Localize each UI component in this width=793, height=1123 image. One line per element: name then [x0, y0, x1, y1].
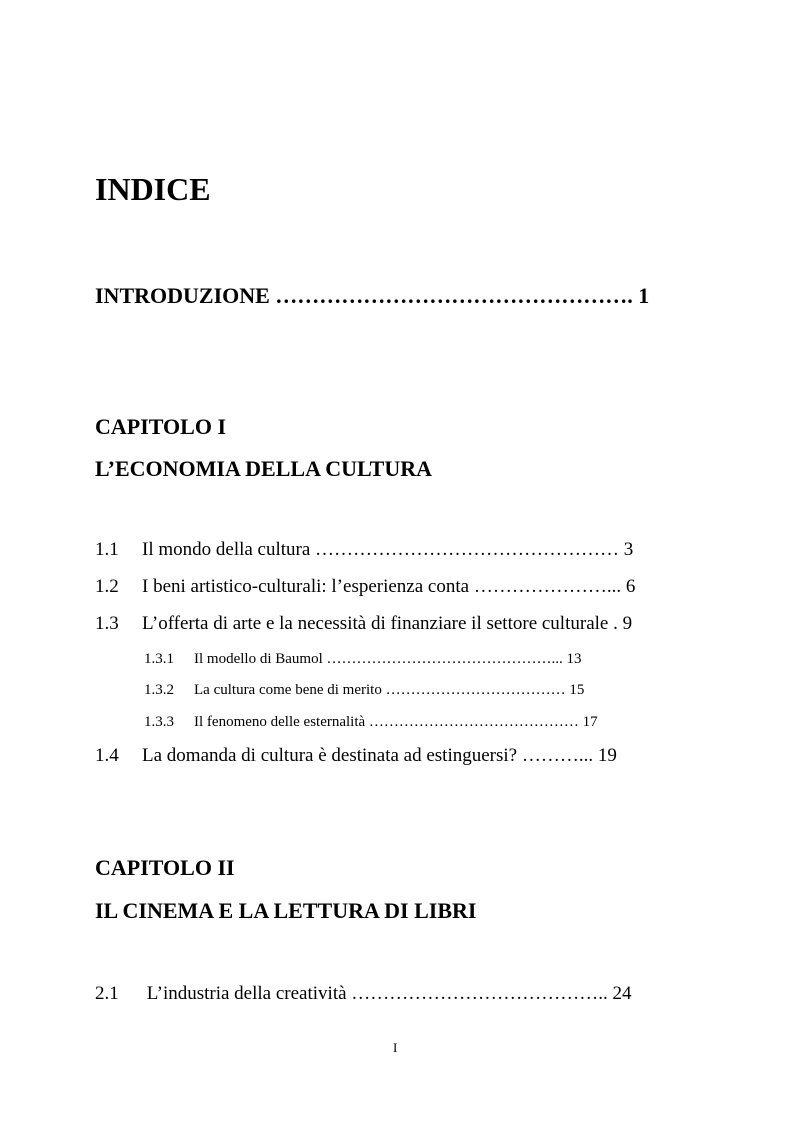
toc-entry-1-4	[95, 744, 617, 768]
toc-entry-text: Il mondo della cultura ………………………………………… 3	[142, 539, 634, 560]
toc-subentry-1-3-1	[144, 649, 582, 669]
toc-introduction: INTRODUZIONE …………………………………………. 1	[95, 283, 650, 308]
toc-entry-text: L’industria della creatività ………………………………….. 24	[142, 983, 632, 1004]
toc-entry-2-1	[95, 982, 632, 1006]
toc-entry-number: 1.1	[95, 539, 119, 560]
chapter-2-label: CAPITOLO II	[95, 855, 235, 880]
toc-subentry-1-3-2	[144, 680, 584, 700]
toc-subentry-number: 1.3.1	[144, 651, 174, 667]
toc-subentry-text: Il fenomeno delle esternalità …………………………………… 17	[194, 714, 598, 730]
toc-entry-number: 1.2	[95, 576, 119, 597]
toc-subentry-number: 1.3.2	[144, 682, 174, 698]
toc-entry-number: 2.1	[95, 983, 119, 1004]
toc-entry-1-3	[95, 612, 632, 636]
toc-entry-number: 1.3	[95, 613, 119, 634]
toc-subentry-text: Il modello di Baumol ………………………………………... 13	[194, 651, 582, 667]
toc-subentry-text: La cultura come bene di merito ……………………………… 15	[194, 682, 585, 698]
page-title: INDICE	[95, 171, 211, 207]
toc-entry-text: L’offerta di arte e la necessità di finanziare il settore culturale . 9	[142, 613, 633, 634]
toc-subentry-number: 1.3.3	[144, 714, 174, 730]
chapter-1-label: CAPITOLO I	[95, 414, 227, 439]
toc-entry-1-1	[95, 538, 633, 562]
chapter-2-title: IL CINEMA E LA LETTURA DI LIBRI	[95, 898, 477, 923]
toc-subentry-1-3-3	[144, 712, 598, 732]
toc-entry-text: La domanda di cultura è destinata ad estinguersi? ………... 19	[142, 745, 617, 766]
toc-entry-1-2	[95, 575, 635, 599]
toc-entry-number: 1.4	[95, 745, 119, 766]
chapter-1-title: L’ECONOMIA DELLA CULTURA	[95, 456, 433, 481]
toc-entry-text: I beni artistico-culturali: l’esperienza conta …………………... 6	[142, 576, 636, 597]
page-number: I	[393, 1040, 398, 1055]
